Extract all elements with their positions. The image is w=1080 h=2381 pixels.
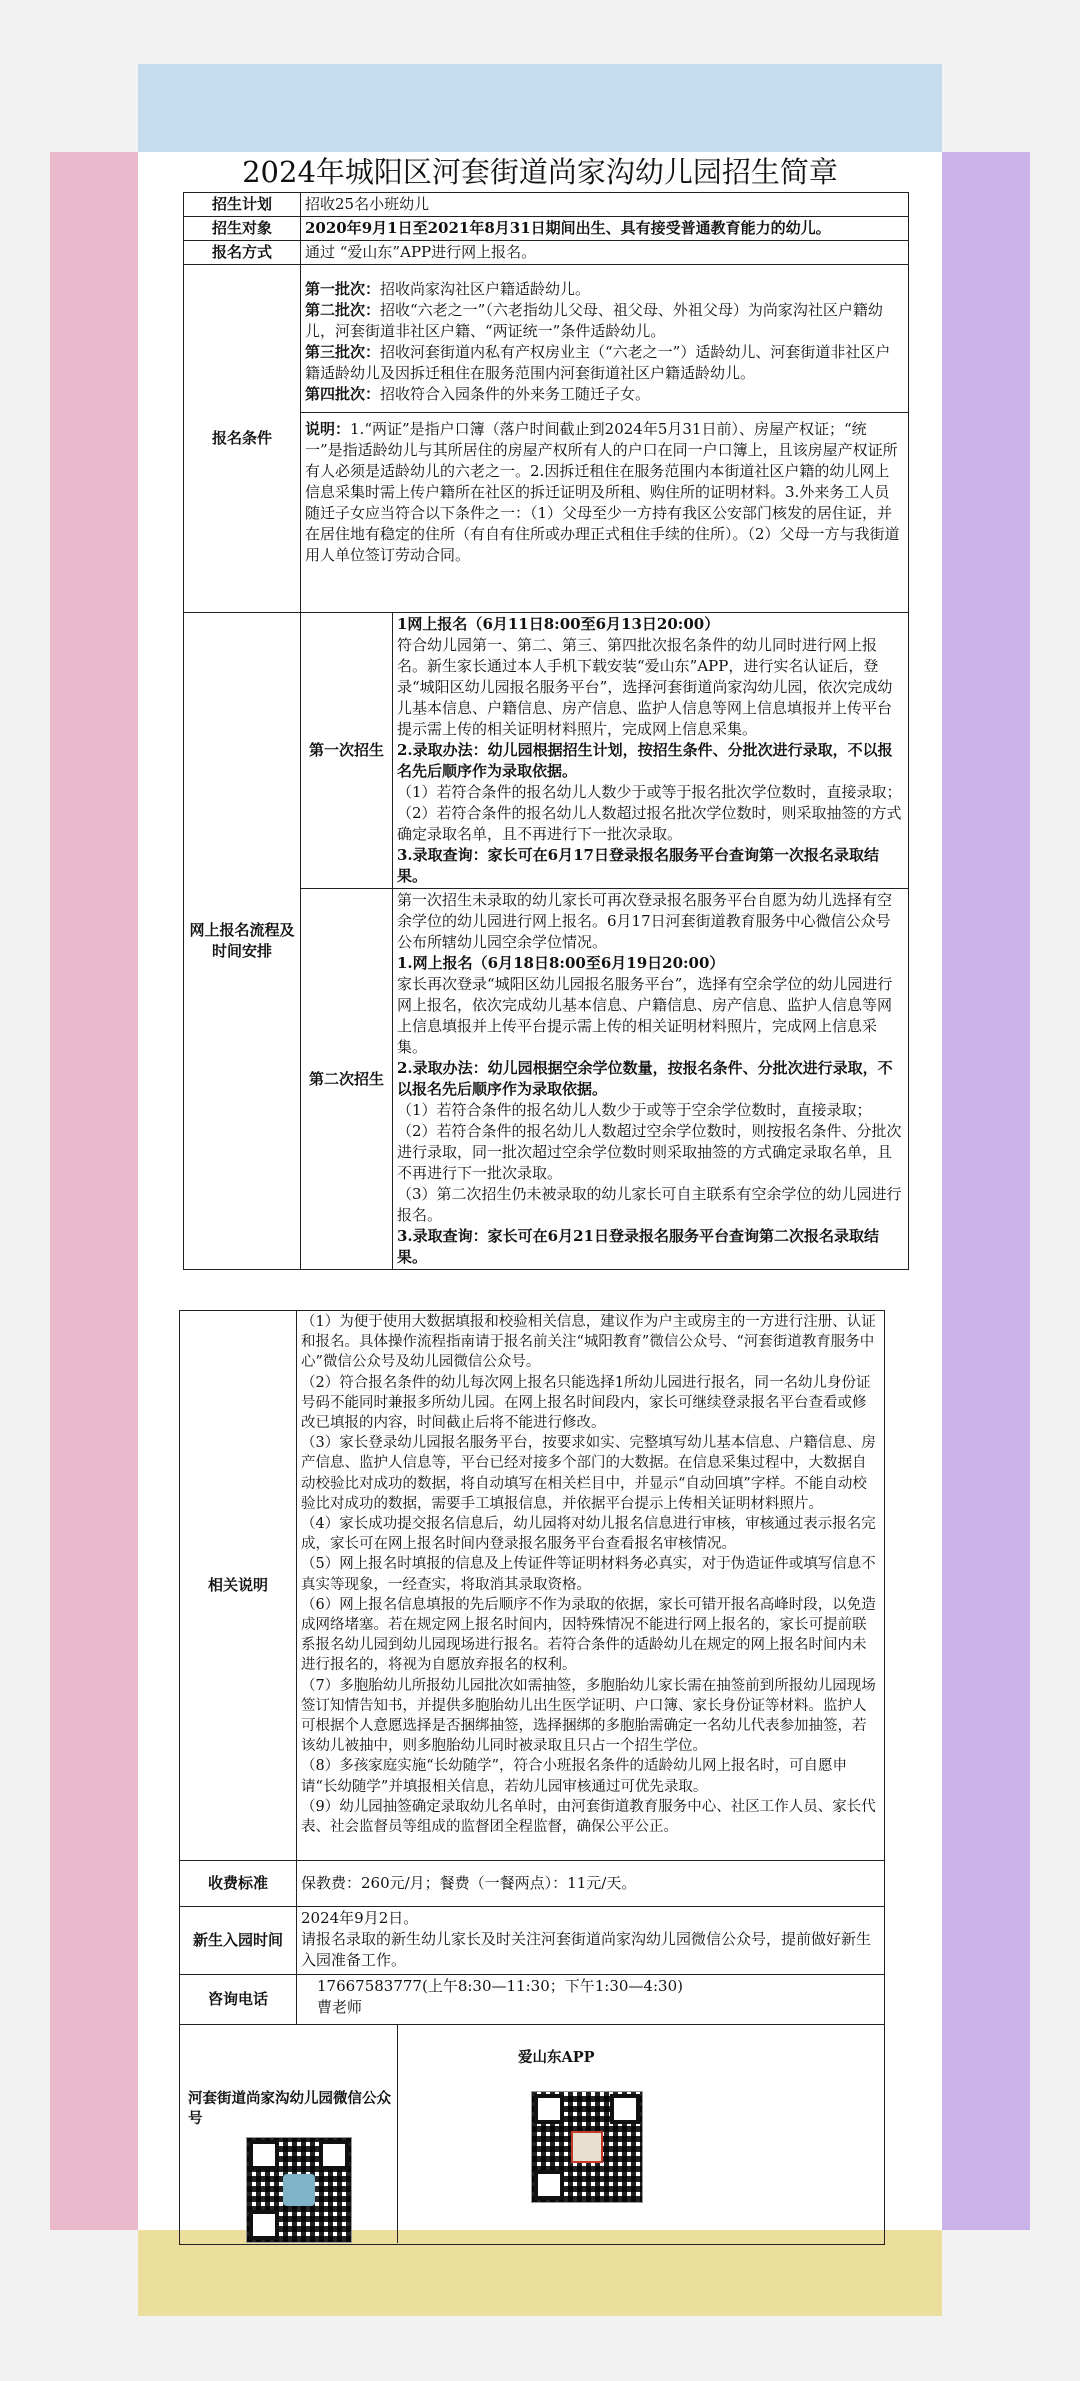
first-round-label: 第一次招生 bbox=[301, 613, 393, 889]
left-color-band bbox=[50, 152, 138, 2230]
fee-value: 保教费：260元/月；餐费（一餐两点）：11元/天。 bbox=[297, 1861, 885, 1907]
plan-value: 招收25名小班幼儿 bbox=[301, 193, 909, 217]
entry-content: 2024年9月2日。 请报名录取的新生幼儿家长及时关注河套街道尚家沟幼儿园微信公众号，提前做好新生入园准备工作。 bbox=[297, 1907, 885, 1975]
note-3: （3）家长登录幼儿园报名服务平台，按要求如实、完整填写幼儿基本信息、户籍信息、房产信息、监护人信息等，平台已经对接多个部门的大数据。在信息采集过程中，大数据自动校验比对成功的数据，将自动填写在相关栏目中，并显示“自动回填”字样。不能自动校验比对成功的数据，需要手工填报信息，并依据平台提示上传相关证明材料照片。 bbox=[301, 1435, 876, 1512]
app-qr-code bbox=[531, 2091, 643, 2203]
target-label: 招生对象 bbox=[184, 217, 301, 241]
method-value: 通过 “爱山东”APP进行网上报名。 bbox=[301, 241, 909, 265]
target-value: 2020年9月1日至2021年8月31日期间出生、具有接受普通教育能力的幼儿。 bbox=[301, 217, 909, 241]
note-4: （4）家长成功提交报名信息后，幼儿园将对幼儿报名信息进行审核，审核通过表示报名完成，家长可在网上报名时间内登录报名服务平台查看报名审核情况。 bbox=[301, 1516, 876, 1553]
process-label: 网上报名流程及时间安排 bbox=[184, 613, 301, 1270]
row-plan bbox=[184, 193, 909, 217]
note-6: （6）网上报名信息填报的先后顺序不作为录取的依据，家长可错开报名高峰时段，以免造成网络堵塞。若在规定网上报名时间内，因特殊情况不能进行网上报名的，家长可提前联系报名幼儿园到幼儿园现场进行报名。若符合条件的适龄幼儿在规定的网上报名时间内未进行报名的，将视为自愿放弃报名的权利。 bbox=[301, 1596, 876, 1674]
qr-left-caption: 河套街道尚家沟幼儿园微信公众号 bbox=[188, 2090, 391, 2127]
lower-table bbox=[179, 1310, 885, 2245]
note-9: （9）幼儿园抽签确定录取幼儿名单时，由河套街道教育服务中心、社区工作人员、家长代表、社会监督员等组成的监督团全程监督，确保公平公正。 bbox=[301, 1798, 876, 1836]
qr-right-cell bbox=[398, 2025, 885, 2243]
conditions-batches bbox=[301, 265, 909, 413]
batch-4: 第四批次：招收符合入园条件的外来务工随迁子女。 bbox=[305, 385, 651, 403]
conditions-note: 说明：1.“两证”是指户口簿（落户时间截止到2024年5月31日前）、房屋产权证；“统一”是指适龄幼儿与其所居住的房屋产权所有人的户口在同一户口簿上，且该房屋产权证所有人必须是适龄幼儿的六老之一。2.因拆迁租住在服务范围内本街道社区户籍的幼儿网上信息采集时需上传户籍所在社区的拆迁证明及所租、购住所的证明材料。3.外来务工人员随迁子女应当符合以下条件之一：（1）父母至少一方持有我区公安部门核发的居住证，并在居住地有稳定的住所（有自有住所或办理正式租住手续的住所）。（2）父母一方与我街道用人单位签订劳动合同。 bbox=[301, 413, 909, 613]
main-table bbox=[183, 192, 909, 1270]
plan-label: 招生计划 bbox=[184, 193, 301, 217]
batch-1: 第一批次：招收尚家沟社区户籍适龄幼儿。 bbox=[305, 280, 591, 298]
note-7: （7）多胞胎幼儿所报幼儿园批次如需抽签，多胞胎幼儿家长需在抽签前到所报幼儿园现场签订知情告知书，并提供多胞胎幼儿出生医学证明、户口簿、家长身份证等材料。监护人可根据个人意愿选择是否捆绑抽签，选择捆绑的多胞胎需确定一名幼儿代表参加抽签，若该幼儿被抽中，则多胞胎幼儿同时被录取且只占一个招生学位。 bbox=[301, 1677, 876, 1755]
qr-logo-icon bbox=[283, 2174, 315, 2206]
second-round-label: 第二次招生 bbox=[301, 889, 393, 1270]
first-round-content: 1网上报名（6月11日8:00至6月13日20:00） 符合幼儿园第一、第二、第三、第四批次报名条件的幼儿同时进行网上报名。新生家长通过本人手机下载安装“爱山东”APP，进行实名认证后，登录“城阳区幼儿园报名服务平台”，选择河套街道尚家沟幼儿园，依次完成幼儿基本信息、户籍信息、房产信息、监护人信息等网上信息填报并上传平台提示需上传的相关证明材料照片，完成网上信息采集。 2.录取办法：幼儿园根据招生计划，按招生条件、分批次进行录取，不以报名先后顺序作为录取依据。 （1）若符合条件的报名幼儿人数少于或等于报名批次学位数时，直接录取； （2）若符合条件的报名幼儿人数超过报名批次学位数时，则采取抽签的方式确定录取名单，且不再进行下一批次录取。 3.录取查询：家长可在6月17日登录报名服务平台查询第一次报名录取结果。 bbox=[393, 613, 909, 889]
conditions-label: 报名条件 bbox=[184, 265, 301, 613]
contact-label: 咨询电话 bbox=[180, 1975, 297, 2025]
batch-2: 第二批次：招收“六老之一”（六老指幼儿父母、祖父母、外祖父母）为尚家沟社区户籍幼儿，河套街道非社区户籍、“两证统一”条件适龄幼儿。 bbox=[305, 301, 883, 340]
note-1: （1）为便于使用大数据填报和校验相关信息，建议作为户主或房主的一方进行注册、认证和报名。具体操作流程指南请于报名前关注“城阳教育”微信公众号、“河套街道教育服务中心”微信公众号及幼儿园微信公众号。 bbox=[301, 1314, 876, 1371]
right-color-band bbox=[942, 152, 1030, 2230]
row-target bbox=[184, 217, 909, 241]
row-first-round bbox=[184, 613, 909, 889]
row-method bbox=[184, 241, 909, 265]
top-color-band bbox=[138, 64, 942, 152]
batch-3: 第三批次：招收河套街道内私有产权房业主（“六老之一”）适龄幼儿、河套街道非社区户籍适龄幼儿及因拆迁租住在服务范围内河套街道社区户籍适龄幼儿。 bbox=[305, 343, 891, 382]
method-label: 报名方式 bbox=[184, 241, 301, 265]
note-2: （2）符合报名条件的幼儿每次网上报名只能选择1所幼儿园进行报名，同一名幼儿身份证号码不能同时兼报多所幼儿园。在网上报名时间段内，家长可继续登录报名平台查看或修改已填报的内容，时间截止后将不能进行修改。 bbox=[301, 1374, 871, 1432]
notes-content bbox=[297, 1311, 885, 1861]
qr-seal-icon bbox=[571, 2131, 603, 2163]
entry-label: 新生入园时间 bbox=[180, 1907, 297, 1975]
row-notes bbox=[180, 1311, 885, 1861]
row-entry bbox=[180, 1907, 885, 1975]
wechat-qr-code bbox=[246, 2137, 352, 2243]
qr-section bbox=[180, 2025, 885, 2245]
notice-paper bbox=[138, 152, 942, 2230]
row-qr bbox=[180, 2025, 885, 2245]
page-title: 2024年城阳区河套街道尚家沟幼儿园招生简章 bbox=[242, 155, 838, 189]
qr-right-caption: 爱山东APP bbox=[518, 2049, 595, 2066]
fee-label: 收费标准 bbox=[180, 1861, 297, 1907]
qr-left-cell bbox=[180, 2025, 398, 2243]
note-5: （5）网上报名时填报的信息及上传证件等证明材料务必真实，对于伪造证件或填写信息不真实等现象，一经查实，将取消其录取资格。 bbox=[301, 1556, 876, 1593]
second-round-content: 第一次招生未录取的幼儿家长可再次登录报名服务平台自愿为幼儿选择有空余学位的幼儿园进行网上报名。6月17日河套街道教育服务中心微信公众号公布所辖幼儿园空余学位情况。 1.网上报名（6月18日8:00至6月19日20:00） 家长再次登录“城阳区幼儿园报名服务平台”，选择有空余学位的幼儿园进行网上报名，依次完成幼儿基本信息、户籍信息、房产信息、监护人信息等网上信息填报并上传平台提示需上传的相关证明材料照片，完成网上信息采集。 2.录取办法：幼儿园根据空余学位数量，按报名条件、分批次进行录取，不以报名先后顺序作为录取依据。 （1）若符合条件的报名幼儿人数少于或等于空余学位数时，直接录取； （2）若符合条件的报名幼儿人数超过空余学位数时，则按报名条件、分批次进行录取，同一批次超过空余学位数时则采取抽签的方式确定录取名单，且不再进行下一批次录取。 （3）第二次招生仍未被录取的幼儿家长可自主联系有空余学位的幼儿园进行报名。 3.录取查询：家长可在6月21日登录报名服务平台查询第二次报名录取结果。 bbox=[393, 889, 909, 1270]
contact-content: 17667583777(上午8:30—11:30；下午1:30—4:30) 曹老师 bbox=[297, 1975, 885, 2025]
notes-label: 相关说明 bbox=[180, 1311, 297, 1861]
row-conditions bbox=[184, 265, 909, 413]
row-contact bbox=[180, 1975, 885, 2025]
note-8: （8）多孩家庭实施“长幼随学”，符合小班报名条件的适龄幼儿网上报名时，可自愿申请“长幼随学”并填报相关信息，若幼儿园审核通过可优先录取。 bbox=[301, 1758, 848, 1795]
row-fee bbox=[180, 1861, 885, 1907]
